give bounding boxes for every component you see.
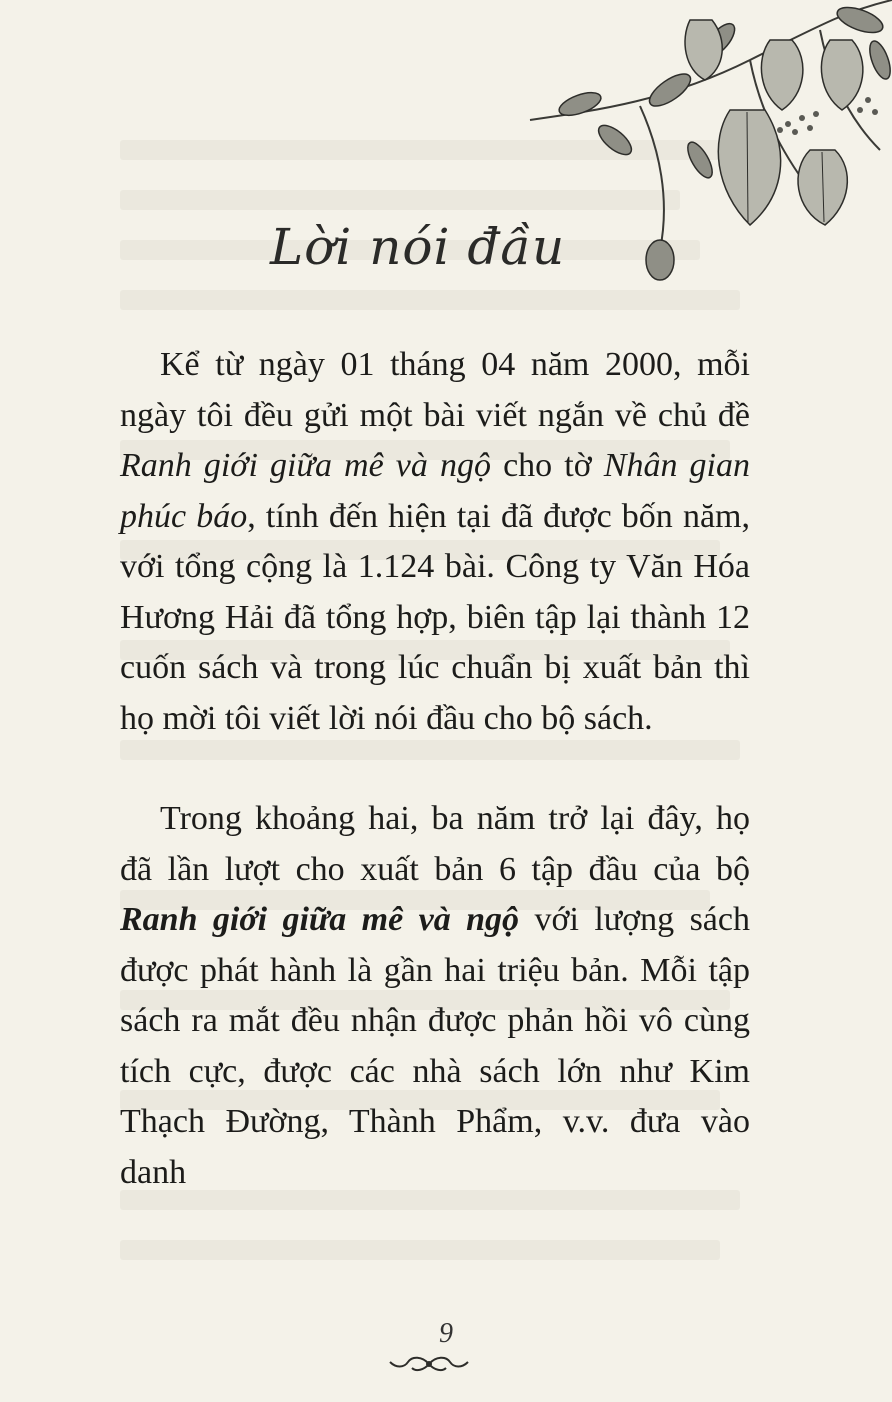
text-run: Trong khoảng hai, ba năm trở lại đây, họ đã lần lượt cho xuất bản 6 tập đầu của bộ [120,800,750,888]
paragraph [120,340,750,744]
flourish-ornament-icon [386,1354,472,1374]
text-run: Nhân gian phúc báo [120,447,750,535]
text-run: , tính đến hiện tại đã được bốn năm, với tổng cộng là 1.124 bài. Công ty Văn Hóa Hương Hải đã tổng hợp, biên tập lại thành 12 cuốn sách và trong lúc chuẩn bị xuất bản thì họ mời tôi viết lời nói đầu cho bộ sách. [120,497,750,737]
text-run: với lượng sách được phát hành là gần hai triệu bản. Mỗi tập sách ra mắt đều nhận được phản hồi vô cùng tích cực, được các nhà sách lớn như Kim Thạch Đường, Thành Phẩm, v.v. đưa vào danh [120,901,750,1191]
paragraph [120,794,750,1198]
text-run: cho tờ [490,447,604,484]
text-run: Ranh giới giữa mê và ngộ [120,447,491,484]
page-title: Lời nói đầu [270,218,566,276]
page-number: 9 [439,1318,453,1349]
text-run: Ranh giới giữa mê và ngộ [120,901,520,938]
body-text [120,340,750,1198]
starfruit-branch-illustration [520,0,892,300]
text-run: Kể từ ngày 01 tháng 04 năm 2000, mỗi ngày tôi đều gửi một bài viết ngắn về chủ đề [120,346,750,434]
